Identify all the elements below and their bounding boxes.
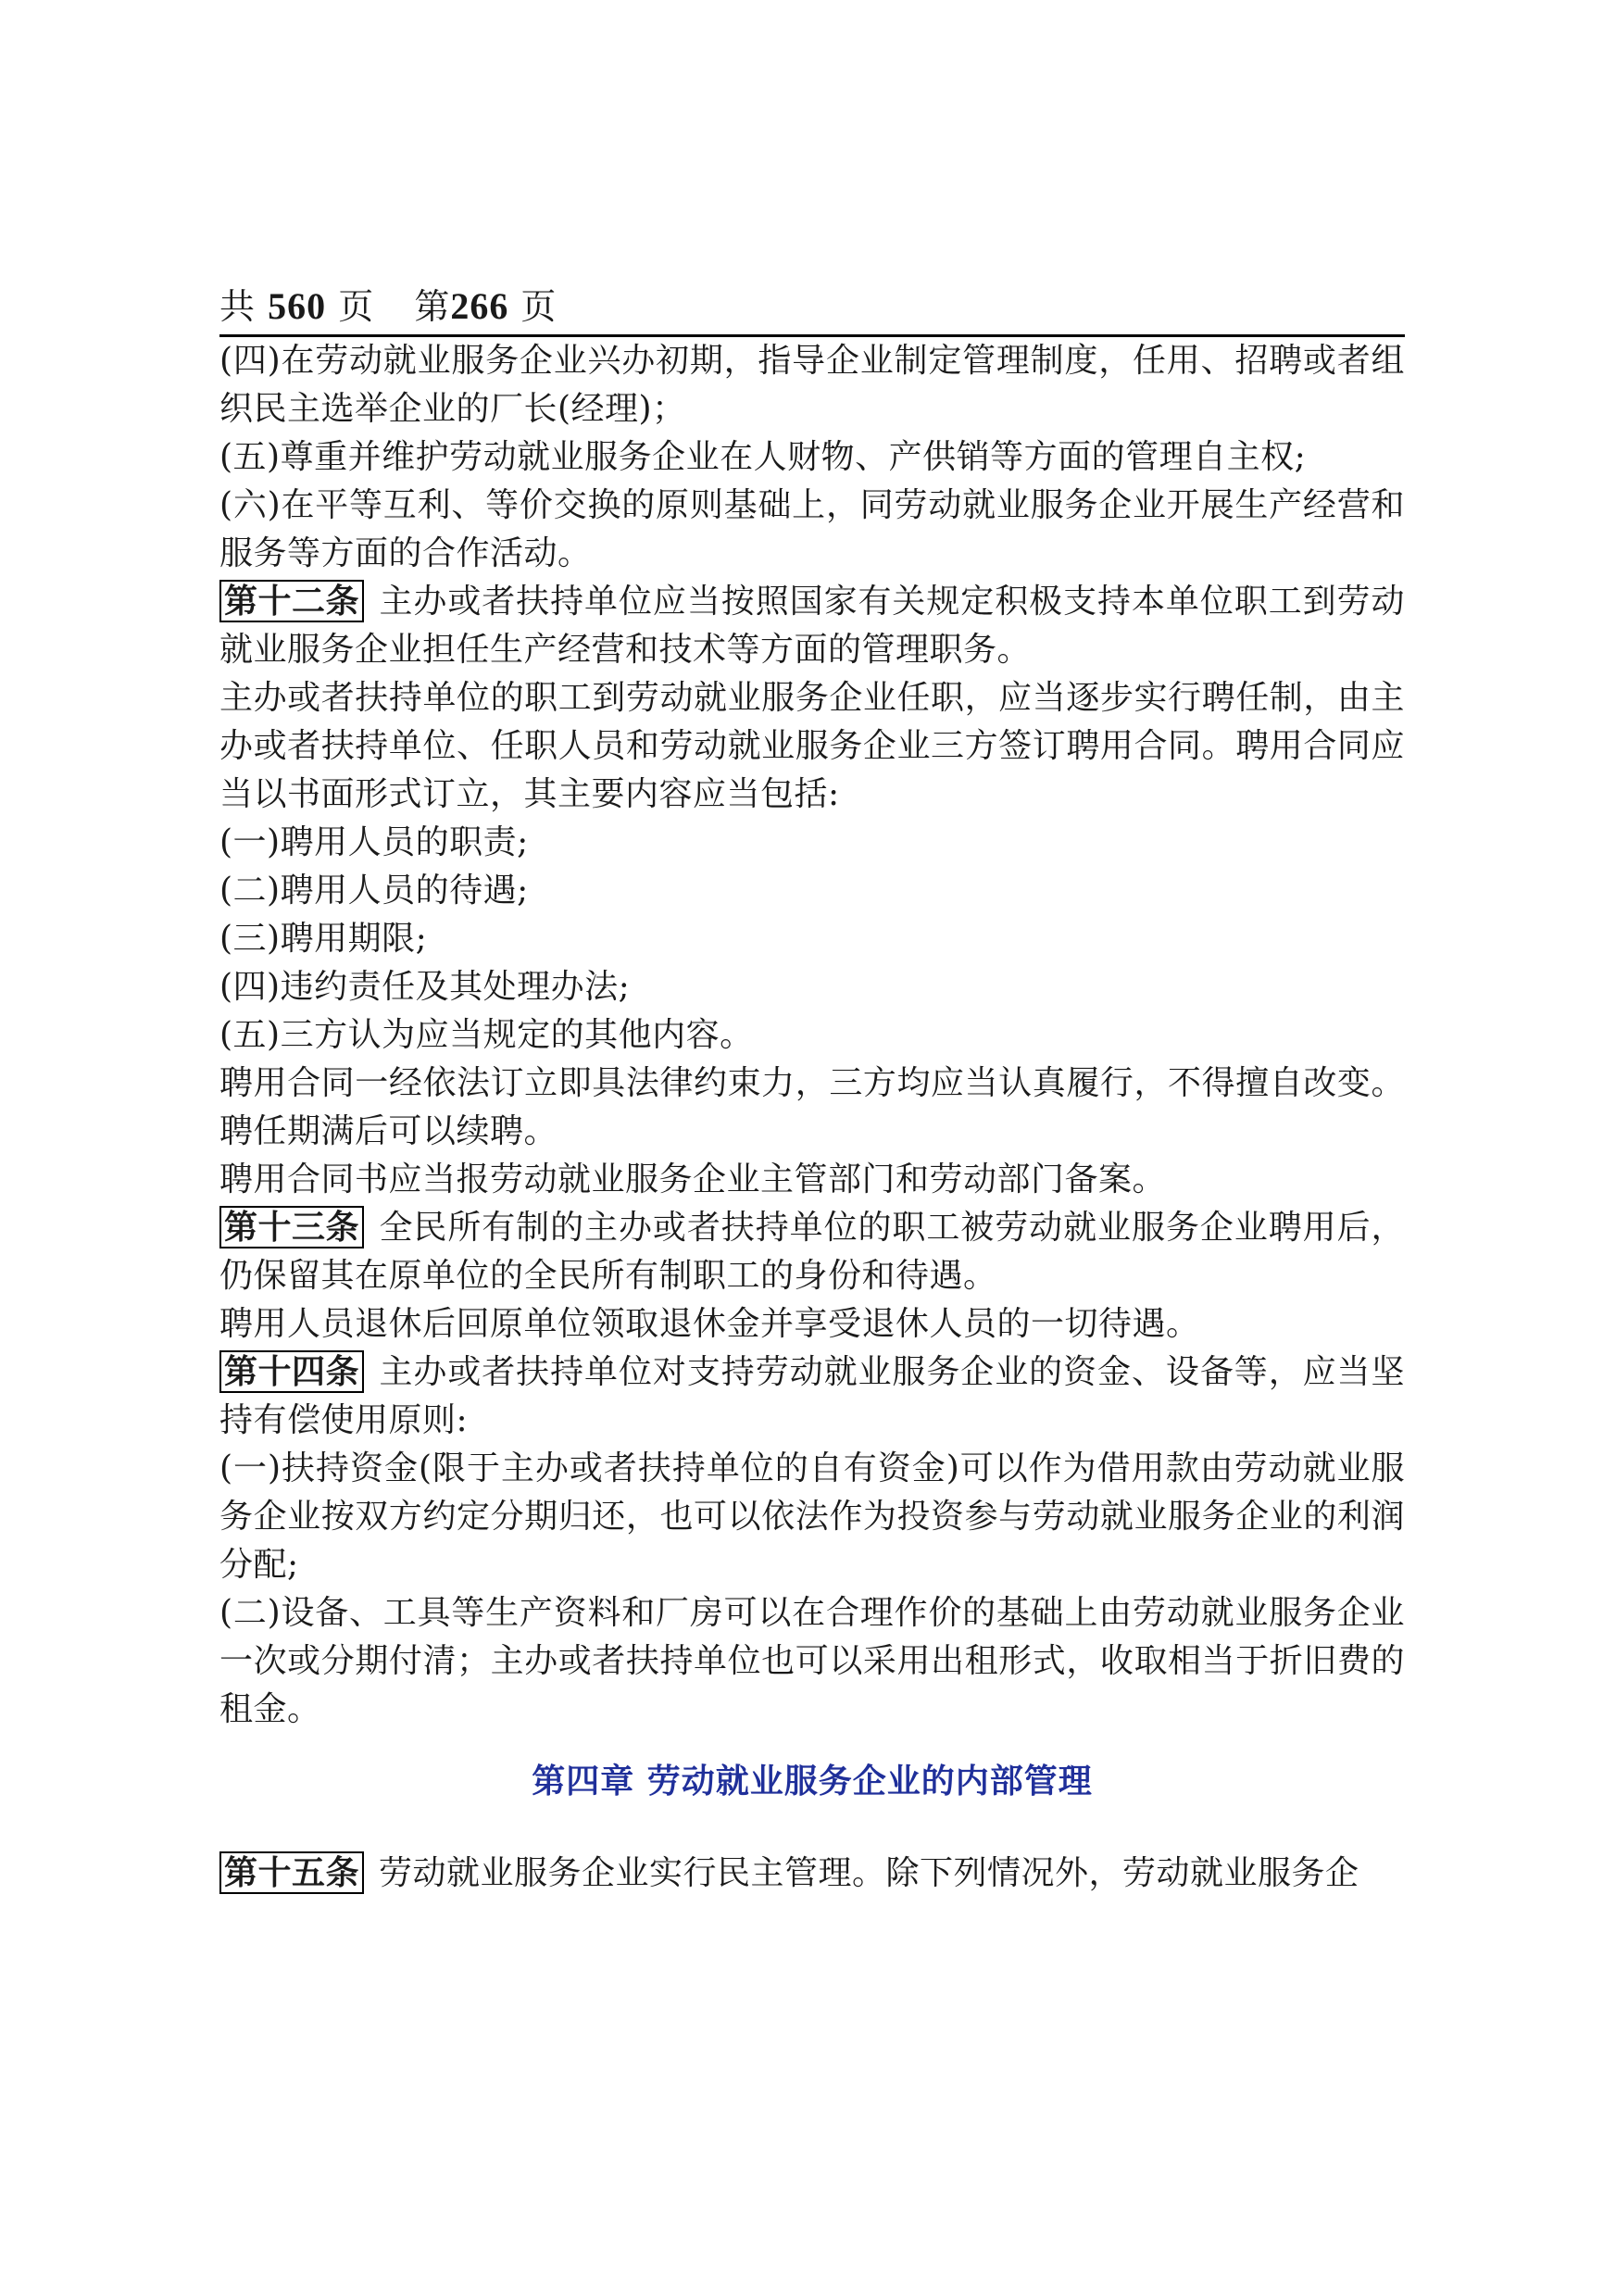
list-item: (五)三方认为应当规定的其他内容。 [219, 1016, 754, 1054]
paragraph: (四)在劳动就业服务企业兴办初期，指导企业制定管理制度，任用、招聘或者组织民主选举企业的厂长(经理)； [219, 342, 1405, 428]
paragraph: 聘用合同书应当报劳动就业服务企业主管部门和劳动部门备案。 [219, 1161, 1167, 1198]
page-header [219, 282, 1405, 331]
article-15 [219, 1850, 1405, 1898]
list-item: (二)设备、工具等生产资料和厂房可以在合理作价的基础上由劳动就业服务企业一次或分期付清；主办或者扶持单位也可以采用出租形式，收取相当于折旧费的租金。 [219, 1594, 1405, 1728]
paragraph: 主办或者扶持单位的职工到劳动就业服务企业任职，应当逐步实行聘任制，由主办或者扶持单位、任职人员和劳动就业服务企业三方签订聘用合同。聘用合同应当以书面形式订立，其主要内容应当包括: [219, 679, 1405, 813]
article-14 [219, 1349, 1405, 1445]
total-pages: 560 [268, 285, 327, 327]
article-15-text: 劳动就业服务企业实行民主管理。除下列情况外，劳动就业服务企 [379, 1854, 1359, 1892]
document-body [219, 337, 1405, 1898]
article-15-label: 第十五条 [219, 1851, 364, 1894]
article-13 [219, 1204, 1405, 1300]
current-prefix: 第 [414, 286, 451, 327]
article-14-text: 主办或者扶持单位对支持劳动就业服务企业的资金、设备等，应当坚持有偿使用原则: [219, 1353, 1405, 1439]
article-14-label: 第十四条 [219, 1350, 364, 1393]
list-item: (四)违约责任及其处理办法; [219, 968, 631, 1006]
total-prefix: 共 [219, 286, 257, 327]
paragraph: (五)尊重并维护劳动就业服务企业在人财物、产供销等方面的管理自主权; [219, 438, 1307, 476]
list-item: (一)聘用人员的职责; [219, 823, 529, 861]
article-12 [219, 578, 1405, 674]
list-item: (二)聘用人员的待遇; [219, 872, 529, 910]
document-page [219, 282, 1405, 1898]
current-page: 266 [450, 285, 509, 327]
chapter-title: 第四章 劳动就业服务企业的内部管理 [532, 1762, 1093, 1800]
article-12-text: 主办或者扶持单位应当按照国家有关规定积极支持本单位职工到劳动就业服务企业担任生产经营和技术等方面的管理职务。 [219, 583, 1405, 669]
article-13-text: 全民所有制的主办或者扶持单位的职工被劳动就业服务企业聘用后，仍保留其在原单位的全民所有制职工的身份和待遇。 [219, 1209, 1405, 1295]
paragraph: 聘用人员退休后回原单位领取退休金并享受退休人员的一切待遇。 [219, 1305, 1200, 1343]
article-12-label: 第十二条 [219, 580, 364, 622]
list-item: (一)扶持资金(限于主办或者扶持单位的自有资金)可以作为借用款由劳动就业服务企业按双方约定分期归还，也可以依法作为投资参与劳动就业服务企业的利润分配; [219, 1449, 1405, 1584]
total-suffix: 页 [338, 286, 375, 327]
paragraph: 聘用合同一经依法订立即具法律约束力，三方均应当认真履行，不得擅自改变。聘任期满后可以续聘。 [219, 1064, 1405, 1150]
article-13-label: 第十三条 [219, 1206, 364, 1248]
current-suffix: 页 [520, 286, 557, 327]
paragraph: (六)在平等互利、等价交换的原则基础上，同劳动就业服务企业开展生产经营和服务等方面的合作活动。 [219, 486, 1405, 572]
list-item: (三)聘用期限; [219, 920, 428, 958]
